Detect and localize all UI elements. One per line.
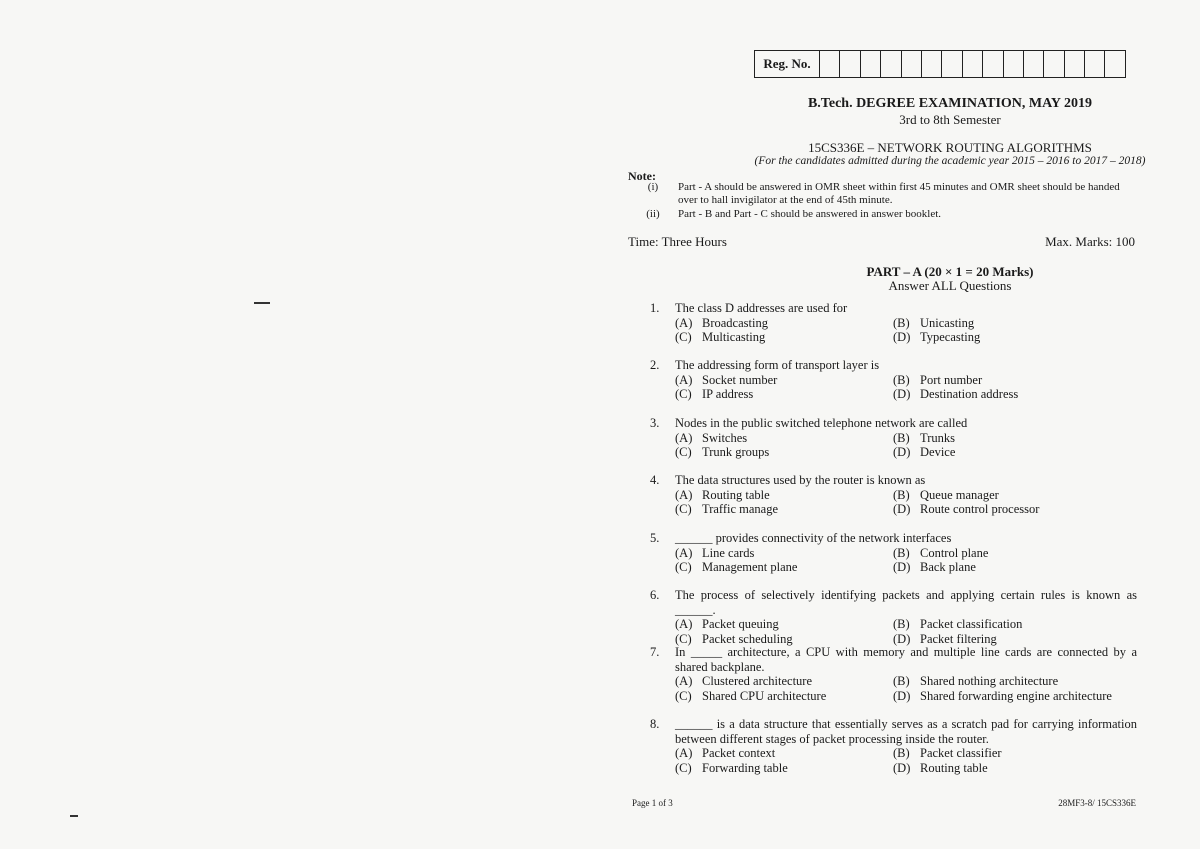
option-text: Packet filtering: [920, 631, 997, 646]
option-text: Routing table: [920, 760, 988, 775]
option: [675, 546, 893, 561]
option: [675, 431, 893, 446]
reg-no-cell: [983, 51, 1003, 77]
question-item: [650, 416, 1137, 460]
option: [893, 330, 1137, 345]
option: [893, 316, 1137, 331]
reg-no-cell: [1024, 51, 1044, 77]
option-letter: (A): [675, 430, 693, 445]
option-text: Port number: [920, 372, 983, 387]
option-letter: (B): [893, 372, 910, 387]
option-letter: (D): [893, 445, 911, 459]
option-text: Packet classifier: [920, 746, 1002, 760]
option-letter: (A): [675, 315, 693, 330]
option-text: Management plane: [702, 560, 798, 574]
exam-title: B.Tech. DEGREE EXAMINATION, MAY 2019: [807, 96, 1093, 111]
note-text: Part - A should be answered in OMR sheet within first 45 minutes and OMR sheet should be handed over to hall invigilator at the end of 45th minute.: [678, 181, 1120, 206]
option: [675, 617, 893, 632]
note-number: (i): [647, 181, 659, 193]
reg-no-label: Reg. No.: [755, 51, 820, 77]
option-text: Switches: [702, 430, 748, 445]
option: [893, 373, 1137, 388]
option-letter: (B): [893, 315, 910, 330]
option-letter: (A): [675, 746, 693, 760]
option-letter: (C): [675, 760, 692, 775]
option-text: Forwarding table: [702, 760, 788, 775]
note-item: [628, 181, 1138, 207]
page-number: Page 1 of 3: [632, 798, 673, 808]
question-number: 2.: [650, 358, 660, 372]
option-text: Trunks: [920, 430, 955, 445]
option-letter: (D): [893, 502, 911, 516]
scan-mark: [70, 815, 78, 817]
option: [675, 373, 893, 388]
option-text: Packet queuing: [702, 617, 779, 631]
question-number: 8.: [650, 717, 660, 731]
option-text: Broadcasting: [702, 315, 768, 330]
max-marks: Max. Marks: 100: [1045, 234, 1135, 249]
reg-no-cell: [1044, 51, 1064, 77]
option-text: Destination address: [920, 387, 1019, 401]
option-text: Packet classification: [920, 617, 1023, 631]
option-text: Socket number: [702, 372, 778, 387]
reg-no-cell: [1065, 51, 1085, 77]
option-text: Back plane: [920, 560, 976, 574]
option: [675, 502, 893, 517]
reg-no-cell: [942, 51, 962, 77]
question-item: [650, 645, 1137, 703]
option-letter: (D): [893, 560, 911, 574]
option: [675, 316, 893, 331]
question-text: The addressing form of transport layer is: [675, 358, 880, 372]
option-text: Packet scheduling: [702, 631, 793, 646]
option-text: Shared nothing architecture: [920, 674, 1059, 688]
option-letter: (C): [675, 631, 692, 646]
question-text: ______ provides connectivity of the network interfaces: [675, 531, 952, 545]
option-text: Route control processor: [920, 502, 1040, 516]
option-letter: (D): [893, 330, 911, 344]
part-instruction: Answer ALL Questions: [888, 278, 1012, 293]
option: [675, 560, 893, 575]
question-number: 5.: [650, 531, 660, 545]
option: [675, 746, 893, 761]
reg-no-cell: [902, 51, 922, 77]
option: [893, 546, 1137, 561]
option: [893, 674, 1137, 689]
option-letter: (C): [675, 688, 692, 703]
reg-no-cell: [1105, 51, 1124, 77]
reg-no-cell: [1004, 51, 1024, 77]
option-text: Shared CPU architecture: [702, 688, 827, 703]
option-text: Line cards: [702, 545, 755, 560]
question-item: [650, 358, 1137, 402]
reg-no-cell: [840, 51, 860, 77]
option: [893, 689, 1137, 704]
option-text: Packet context: [702, 746, 776, 760]
option-text: Trunk groups: [702, 445, 770, 459]
option: [893, 617, 1137, 632]
option-letter: (D): [893, 387, 911, 401]
question-text: ______ is a data structure that essentially serves as a scratch pad for carrying information between different stages of packet processing inside the router.: [675, 717, 1137, 746]
option: [893, 746, 1137, 761]
reg-no-cell: [820, 51, 840, 77]
option: [893, 560, 1137, 575]
reg-no-cell: [861, 51, 881, 77]
option-text: Typecasting: [920, 330, 981, 344]
option-letter: (B): [893, 746, 910, 760]
question-text: In _____ architecture, a CPU with memory and multiple line cards are connected by a shared backplane.: [675, 645, 1137, 674]
option-letter: (D): [893, 688, 911, 703]
course-title: 15CS336E – NETWORK ROUTING ALGORITHMS: [808, 140, 1092, 155]
reg-no-cell: [881, 51, 901, 77]
option: [893, 445, 1137, 460]
option-text: Multicasting: [702, 330, 766, 344]
option-letter: (C): [675, 387, 692, 401]
option: [675, 488, 893, 503]
option-letter: (B): [893, 487, 910, 502]
question-item: [650, 473, 1137, 517]
semester: 3rd to 8th Semester: [899, 112, 1001, 127]
option: [675, 632, 893, 647]
option-letter: (D): [893, 760, 911, 775]
note-label: Note:: [628, 169, 656, 183]
question-number: 6.: [650, 588, 660, 602]
question-item: [650, 301, 1137, 345]
question-text: The process of selectively identifying packets and applying certain rules is known as ______.: [675, 588, 1137, 617]
exam-duration: Time: Three Hours: [628, 234, 727, 249]
reg-no-cell: [963, 51, 983, 77]
option: [893, 431, 1137, 446]
option-letter: (A): [675, 617, 693, 631]
option-text: Shared forwarding engine architecture: [920, 688, 1112, 703]
part-title: PART – A (20 × 1 = 20 Marks): [866, 264, 1034, 279]
question-text: The class D addresses are used for: [675, 301, 848, 315]
question-text: The data structures used by the router is known as: [675, 473, 926, 487]
question-item: [650, 588, 1137, 646]
option-letter: (B): [893, 545, 910, 560]
option-letter: (A): [675, 372, 693, 387]
option-text: Device: [920, 445, 956, 459]
option-text: Routing table: [702, 487, 770, 502]
question-number: 3.: [650, 416, 660, 430]
option-letter: (C): [675, 445, 692, 459]
reg-no-cell: [1085, 51, 1105, 77]
option: [675, 330, 893, 345]
option-letter: (C): [675, 330, 692, 344]
option-text: Clustered architecture: [702, 674, 813, 688]
question-text: Nodes in the public switched telephone network are called: [675, 416, 968, 430]
option: [675, 689, 893, 704]
question-number: 4.: [650, 473, 660, 487]
note-item: [628, 208, 1138, 221]
option: [893, 387, 1137, 402]
option: [893, 761, 1137, 776]
note-number: (ii): [646, 208, 660, 220]
option: [675, 387, 893, 402]
question-number: 1.: [650, 301, 660, 315]
paper-code: 28MF3-8/ 15CS336E: [1058, 798, 1136, 808]
option: [893, 488, 1137, 503]
option: [675, 445, 893, 460]
question-item: [650, 717, 1137, 775]
option-letter: (A): [675, 487, 693, 502]
option-text: Traffic manage: [702, 502, 779, 516]
question-number: 7.: [650, 645, 660, 659]
option-text: Control plane: [920, 545, 989, 560]
option-letter: (D): [893, 631, 911, 646]
reg-no-box: [754, 50, 1126, 78]
option-text: Queue manager: [920, 487, 999, 502]
note-text: Part - B and Part - C should be answered in answer booklet.: [678, 208, 942, 220]
option: [893, 502, 1137, 517]
exam-paper: [600, 0, 1200, 849]
option: [893, 632, 1137, 647]
question-item: [650, 531, 1137, 575]
reg-no-cell: [922, 51, 942, 77]
scan-mark: [254, 302, 270, 304]
option: [675, 674, 893, 689]
option-letter: (C): [675, 502, 692, 516]
option-letter: (B): [893, 674, 910, 688]
option-letter: (B): [893, 430, 910, 445]
option-letter: (A): [675, 674, 693, 688]
candidates-note: (For the candidates admitted during the academic year 2015 – 2016 to 2017 – 2018): [754, 155, 1146, 167]
option-letter: (C): [675, 560, 692, 574]
option: [675, 761, 893, 776]
option-letter: (B): [893, 617, 910, 631]
option-text: Unicasting: [920, 315, 975, 330]
option-text: IP address: [702, 387, 754, 401]
option-letter: (A): [675, 545, 693, 560]
